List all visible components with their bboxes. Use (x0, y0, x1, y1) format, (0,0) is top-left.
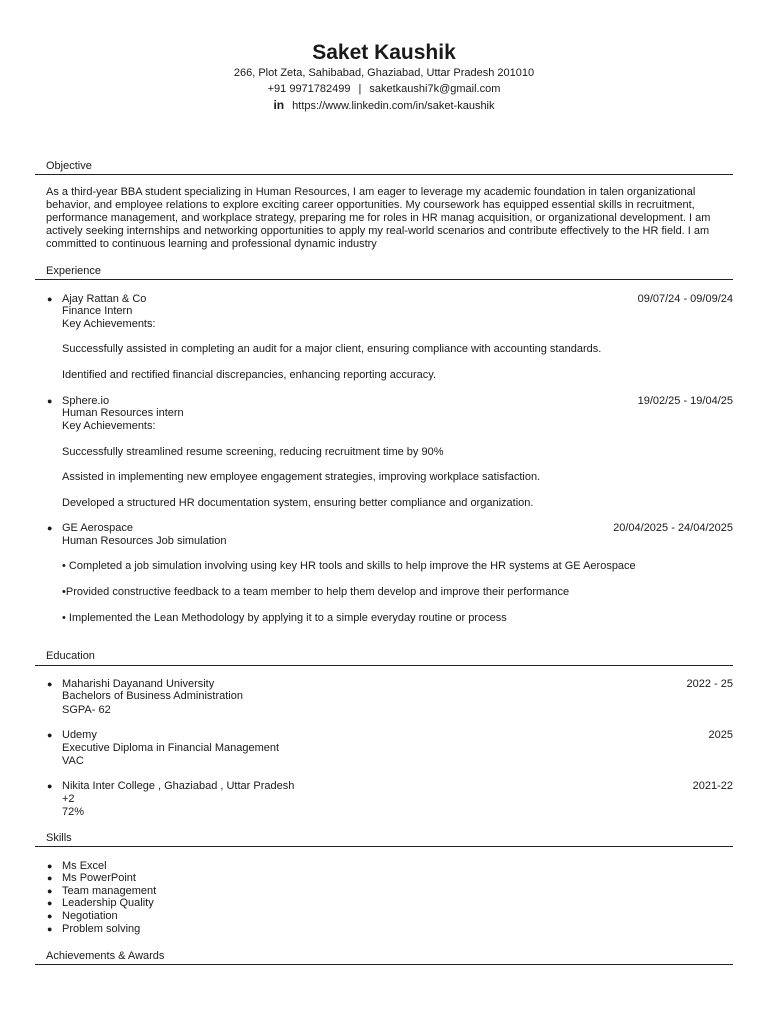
exp-point: Developed a structured HR documentation system, ensuring better compliance and organization. (62, 497, 534, 509)
bullet-dot: ● (47, 886, 53, 896)
skill-item: Negotiation (62, 910, 118, 922)
bullet-dot: ● (47, 861, 53, 871)
bullet-dot: ● (47, 781, 53, 791)
edu-school: Maharishi Dayanand University (62, 678, 215, 690)
email-link[interactable]: saketkaushi7k@gmail.com (369, 83, 501, 95)
exp-heading: Key Achievements: (62, 420, 156, 432)
skill-item: Problem solving (62, 923, 141, 935)
exp-point: Successfully streamlined resume screening, reducing recruitment time by 90% (62, 446, 444, 458)
resume-name: Saket Kaushik (312, 41, 456, 64)
objective-text: As a third-year BBA student specializing in Human Resources, I am eager to leverage my academic foundation in talen organizational behavior, and employee relations to explore exciting career opportunities. My coursework has equipped essential skills in recruitment, performance management, and workplace strategy, preparing me for roles in HR manag acquisition, or organizational development. I am actively seeking internships and networking opportunities to apply my real-world scenarios and contribute effectively to the HR field. I am committed to continuous learning and professional dynamic industry (46, 186, 711, 250)
section-divider (35, 964, 733, 965)
exp-role: Human Resources Job simulation (62, 535, 227, 547)
edu-detail: SGPA- 62 (62, 704, 111, 716)
linkedin-link[interactable]: https://www.linkedin.com/in/saket-kaushik (292, 100, 495, 112)
exp-company: Ajay Rattan & Co (62, 293, 147, 305)
bullet-dot: ● (47, 396, 53, 406)
section-title-achievements: Achievements & Awards (46, 950, 165, 962)
section-divider (35, 279, 733, 280)
edu-school: Udemy (62, 729, 97, 741)
exp-company: GE Aerospace (62, 522, 133, 534)
bullet-dot: ● (47, 873, 53, 883)
exp-point: • Completed a job simulation involving using key HR tools and skills to help improve the HR systems at GE Aerospace (62, 560, 636, 572)
edu-detail: Bachelors of Business Administration (62, 690, 243, 702)
linkedin-line (0, 97, 768, 114)
section-title-education: Education (46, 650, 95, 662)
bullet-dot: ● (47, 523, 53, 533)
phone: +91 9971782499 (267, 83, 351, 95)
edu-detail: Executive Diploma in Financial Management (62, 742, 280, 754)
edu-school: Nikita Inter College , Ghaziabad , Uttar Pradesh (62, 780, 295, 792)
linkedin-icon: in (273, 98, 285, 112)
contact-separator: | (358, 83, 362, 95)
skill-item: Leadership Quality (62, 897, 154, 909)
address: 266, Plot Zeta, Sahibabad, Ghaziabad, Uttar Pradesh 201010 (233, 67, 535, 79)
section-title-experience: Experience (46, 265, 102, 277)
edu-detail: 72% (62, 806, 85, 818)
exp-point: Assisted in implementing new employee engagement strategies, improving workplace satisfaction. (62, 471, 541, 483)
skill-item: Team management (62, 885, 157, 897)
exp-dates: 20/04/2025 - 24/04/2025 (613, 522, 733, 534)
section-divider (35, 846, 733, 847)
section-title-skills: Skills (46, 832, 72, 844)
bullet-dot: ● (47, 911, 53, 921)
edu-dates: 2021-22 (692, 780, 733, 792)
exp-point: Successfully assisted in completing an audit for a major client, ensuring compliance with accounting standards. (62, 343, 602, 355)
exp-heading: Key Achievements: (62, 318, 156, 330)
edu-detail: VAC (62, 755, 84, 767)
exp-point: Identified and rectified financial discrepancies, enhancing reporting accuracy. (62, 369, 437, 381)
bullet-dot: ● (47, 924, 53, 934)
skill-item: Ms Excel (62, 860, 107, 872)
bullet-dot: ● (47, 730, 53, 740)
contact-line (0, 81, 768, 97)
edu-detail: +2 (62, 793, 75, 805)
bullet-dot: ● (47, 679, 53, 689)
section-divider (35, 174, 733, 175)
section-title-objective: Objective (46, 160, 92, 172)
exp-role: Human Resources intern (62, 407, 184, 419)
edu-dates: 2022 - 25 (686, 678, 733, 690)
bullet-dot: ● (47, 294, 53, 304)
exp-point: •Provided constructive feedback to a team member to help them develop and improve their performance (62, 586, 570, 598)
exp-role: Finance Intern (62, 305, 133, 317)
edu-dates: 2025 (708, 729, 733, 741)
section-divider (35, 665, 733, 666)
bullet-dot: ● (47, 898, 53, 908)
exp-dates: 19/02/25 - 19/04/25 (637, 395, 733, 407)
exp-dates: 09/07/24 - 09/09/24 (637, 293, 733, 305)
skill-item: Ms PowerPoint (62, 872, 136, 884)
exp-company: Sphere.io (62, 395, 110, 407)
exp-point: • Implemented the Lean Methodology by applying it to a simple everyday routine or process (62, 612, 507, 624)
